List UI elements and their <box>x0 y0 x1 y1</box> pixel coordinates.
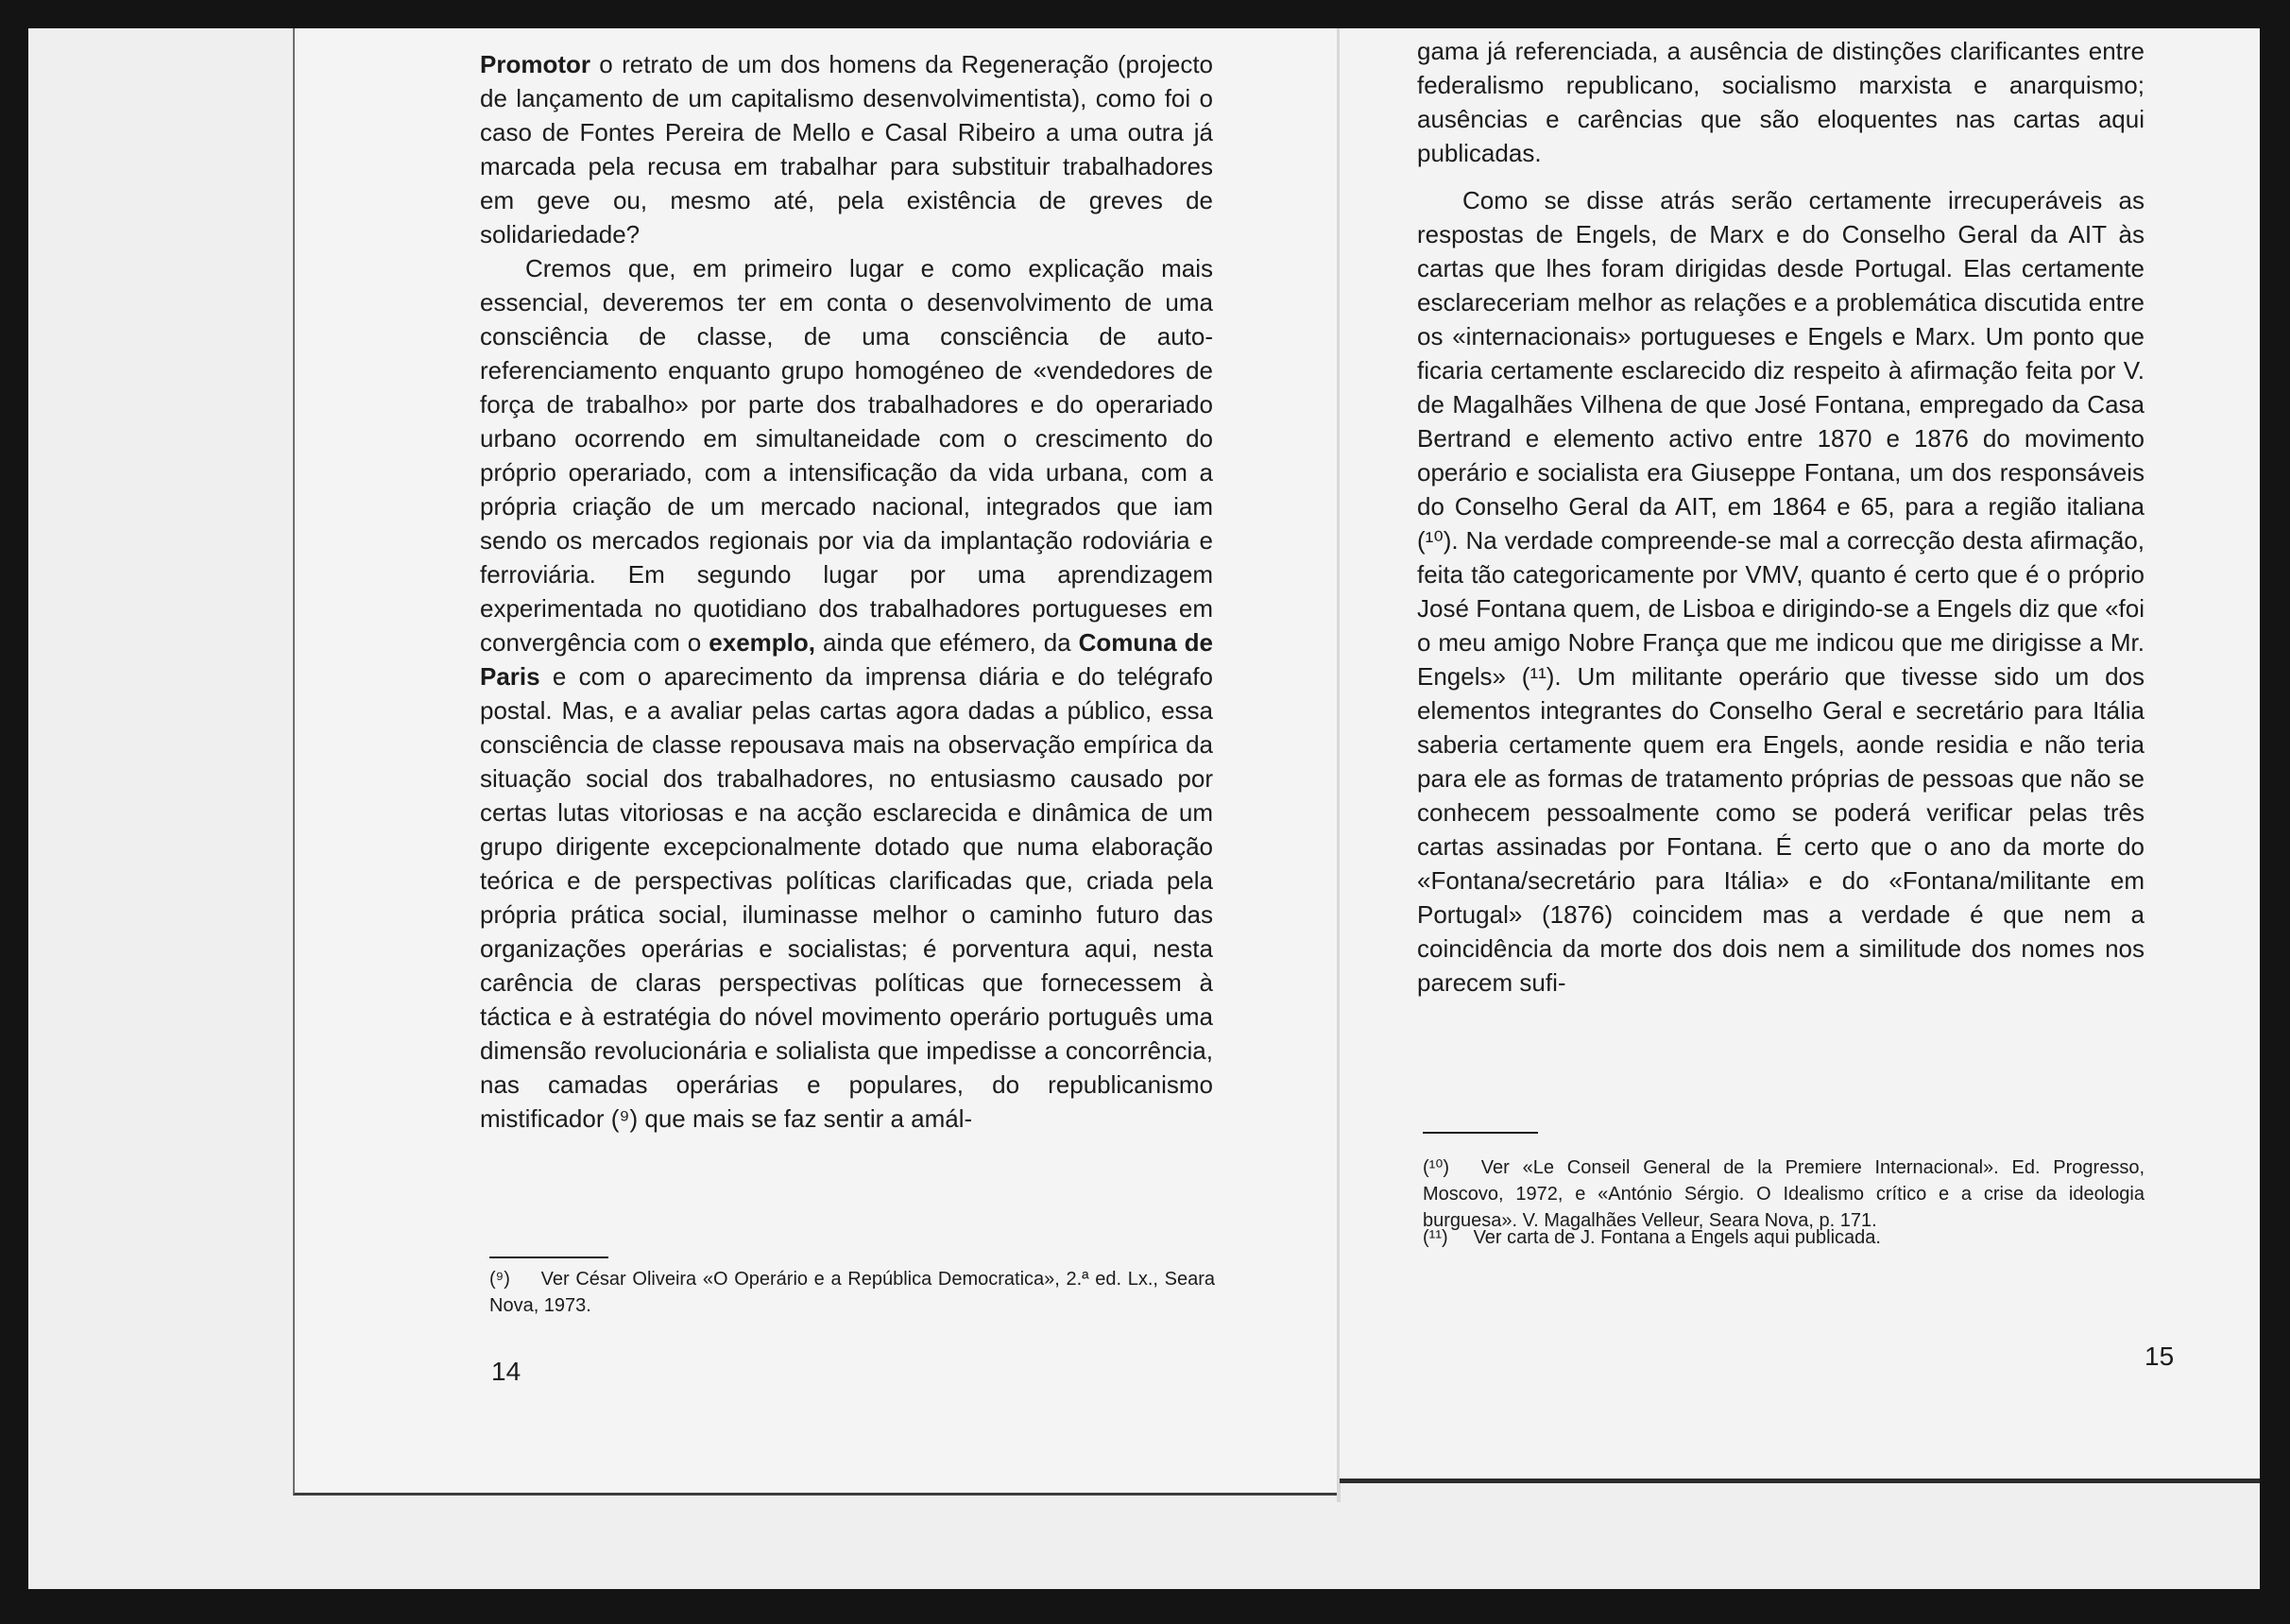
left-page <box>293 28 1340 1496</box>
scan-frame <box>28 28 2260 1589</box>
lead-bold-word: Promotor <box>480 50 590 78</box>
footnote-text: Ver César Oliveira «O Operário e a República Democratica», 2.ª ed. Lx., Seara Nova, 1973. <box>489 1269 1215 1316</box>
footnote-rule <box>489 1256 608 1258</box>
paragraph-text-mid: ainda que efémero, da <box>815 628 1079 657</box>
footnote-mark: (¹⁰) <box>1423 1157 1449 1178</box>
footnote-rule <box>1423 1132 1538 1134</box>
right-paragraph-1: gama já referenciada, a ausência de distinções clarificantes entre federalismo republicano, socialismo marxista e anarquismo; ausências e carências que são eloquentes nas cartas aqui publicadas. <box>1417 37 2145 167</box>
page-number-left: 14 <box>491 1357 521 1386</box>
footnote-text: Ver carta de J. Fontana a Engels aqui publicada. <box>1473 1227 1881 1248</box>
paragraph-text: o retrato de um dos homens da Regeneração (projecto de lançamento de um capitalismo desenvolvimentista), como foi o caso de Fontes Pereira de Mello e Casal Ribeiro a uma outra já marcada pela recusa em trabalhar para substituir trabalhadores em geve ou, mesmo até, pela existência de greves de solidariedade? <box>480 50 1213 248</box>
footnote-11 <box>1423 1224 2145 1251</box>
footnote-10 <box>1423 1154 2145 1234</box>
footnote-mark: (¹¹) <box>1423 1227 1448 1248</box>
bold-comuna-de-paris: Comuna de Paris <box>480 628 1214 691</box>
page-number-right: 15 <box>2145 1342 2175 1371</box>
left-paragraph-1 <box>480 47 1213 251</box>
left-body-text <box>480 47 1213 1136</box>
left-paragraph-2 <box>480 251 1213 1136</box>
right-body-text <box>1417 34 2145 1000</box>
paragraph-text-post: e com o aparecimento da imprensa diária e do telégrafo postal. Mas, e a avaliar pelas cartas agora dadas a público, essa consciência de classe repousava mais na observação empírica da situação social dos trabalhadores, no entusiasmo causado por certas lutas vitoriosas e na acção esclarecida e dinâmica de um grupo dirigente excepcionalmente dotado que numa elaboração teórica e de perspectivas políticas clarificadas que, criada pela própria prática social, iluminasse melhor o caminho futuro das organizações operárias e socialistas; é porventura aqui, nesta carência de claras perspectivas políticas que fornecessem à táctica e à estratégia do nóvel movimento operário português uma dimensão revolucionária e solialista que impedisse a concorrência, nas camadas operárias e populares, do republicanismo mistificador (⁹) que mais se faz sentir a amál- <box>480 662 1213 1133</box>
footnote-text: Ver «Le Conseil General de la Premiere Internacional». Ed. Progresso, Moscovo, 1972, e «António Sérgio. O Idealismo crítico e a crise da ideologia burguesa». V. Magalhães Velleur, Seara Nova, p. 171. <box>1423 1157 2145 1231</box>
right-paragraph-2: Como se disse atrás serão certamente irrecuperáveis as respostas de Engels, de Marx e do Conselho Geral da AIT às cartas que lhes foram dirigidas desde Portugal. Elas certamente esclareceriam melhor as relações e a problemática discutida entre os «internacionais» portugueses e Engels e Marx. Um ponto que ficaria certamente esclarecido diz respeito à afirmação feita por V. de Magalhães Vilhena de que José Fontana, empregado da Casa Bertrand e elemento activo entre 1870 e 1876 do movimento operário e socialista era Giuseppe Fontana, um dos responsáveis do Conselho Geral da AIT, em 1864 e 65, para a região italiana (¹⁰). Na verdade compreende-se mal a correcção desta afirmação, feita tão categoricamente por VMV, quanto é certo que é o próprio José Fontana quem, de Lisboa e dirigindo-se a Engels diz que «foi o meu amigo Nobre França que me indicou que me dirigisse a Mr. Engels» (¹¹). Um militante operário que tivesse sido um dos elementos integrantes do Conselho Geral e secretário para Itália saberia certamente quem era Engels, aonde residia e não teria para ele as formas de tratamento próprias de pessoas que não se conhecem pessoalmente como se poderá verificar pelas três cartas assinadas por Fontana. É certo que o ano da morte do «Fontana/secretário para Itália» e do «Fontana/militante em Portugal» (1876) coincidem mas a verdade é que nem a coincidência da morte dos dois nem a similitude dos nomes nos parecem sufi- <box>1417 186 2145 997</box>
footnote-9 <box>489 1266 1215 1319</box>
bold-exemplo: exemplo, <box>709 628 816 657</box>
right-page <box>1340 28 2260 1483</box>
paragraph-text-pre: Cremos que, em primeiro lugar e como explicação mais essencial, deveremos ter em conta o desenvolvimento de uma consciência de classe, de uma consciência de auto-referenciamento enquanto grupo homogéneo de «vendedores de força de trabalho» por parte dos trabalhadores e do operariado urbano ocorrendo em simultaneidade com o crescimento do próprio operariado, com a intensificação da vida urbana, com a própria criação de um mercado nacional, integrados que iam sendo os mercados regionais por via da implantação rodoviária e ferroviária. Em segundo lugar por uma aprendizagem experimentada no quotidiano dos trabalhadores portugueses em convergência com o <box>480 254 1213 657</box>
footnote-mark: (⁹) <box>489 1269 510 1290</box>
